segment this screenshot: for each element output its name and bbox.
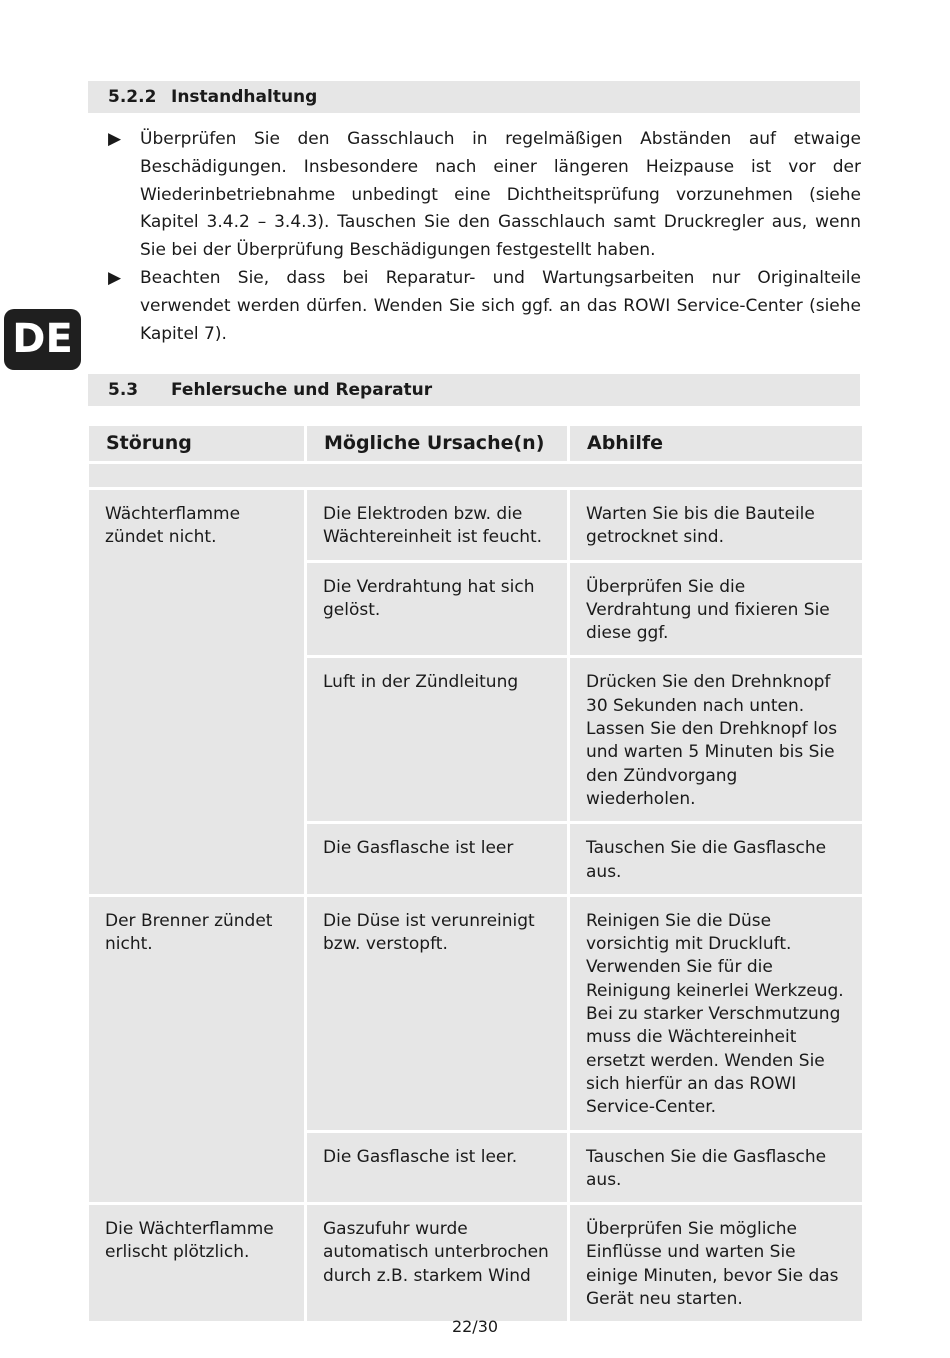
bullet-item	[108, 265, 861, 348]
remedy-cell: Überprüfen Sie die Verdrahtung und fixieren Sie diese ggf.	[570, 563, 862, 656]
header-cause: Mögliche Ursache(n)	[307, 426, 567, 461]
header-remedy: Abhilfe	[570, 426, 862, 461]
bullet-text: Überprüfen Sie den Gasschlauch in regelmäßigen Abständen auf etwaige Beschädigungen. Insbesondere nach einer längeren Heizpause ist vor der Wiederinbetriebnahme unbedingt eine Dichtheitsprüfung vorzunehmen (siehe Kapitel 3.4.2 – 3.4.3). Tauschen Sie den Gasschlauch samt Druckregler aus, wenn Sie bei der Überprüfung Beschädigungen festgestellt haben.	[140, 129, 861, 261]
remedy-cell: Drücken Sie den Drehnknopf 30 Sekunden nach unten. Lassen Sie den Drehknopf los und warten 5 Minuten bis Sie den Zündvorgang wiederholen.	[570, 658, 862, 821]
table-row	[89, 897, 862, 1130]
problem-cell: Die Wächterflamme erlischt plötzlich.	[89, 1205, 304, 1321]
troubleshooting-table	[86, 423, 865, 1324]
triangle-bullet-icon: ▶	[108, 129, 122, 149]
section-heading-5-2-2	[88, 81, 860, 113]
section-title: Instandhaltung	[171, 87, 318, 107]
cause-cell: Die Gasflasche ist leer	[307, 824, 567, 894]
page-number: 22/30	[451, 1317, 499, 1336]
table-header-row	[89, 426, 862, 461]
section-title: Fehlersuche und Reparatur	[171, 380, 433, 400]
cause-cell: Die Gasflasche ist leer.	[307, 1133, 567, 1203]
section-number: 5.3	[108, 380, 139, 400]
remedy-cell: Reinigen Sie die Düse vorsichtig mit Druckluft. Verwenden Sie für die Reinigung keinerlei Werkzeug. Bei zu starker Verschmutzung muss die Wächtereinheit ersetzt werden. Wenden Sie sich hierfür an das ROWI Service-Center.	[570, 897, 862, 1130]
cause-cell: Luft in der Zündleitung	[307, 658, 567, 821]
remedy-cell: Warten Sie bis die Bauteile getrocknet sind.	[570, 490, 862, 560]
section-heading-5-3	[88, 374, 860, 406]
problem-cell: Wächterflamme zündet nicht.	[89, 490, 304, 894]
bullet-item	[108, 126, 861, 265]
cause-cell: Die Düse ist verunreinigt bzw. verstopft.	[307, 897, 567, 1130]
table-row	[89, 490, 862, 560]
maintenance-bullet-list	[108, 126, 861, 348]
bullet-text: Beachten Sie, dass bei Reparatur- und Wartungsarbeiten nur Originalteile verwendet werden dürfen. Wenden Sie sich ggf. an das ROWI Service-Center (siehe Kapitel 7).	[140, 267, 861, 344]
remedy-cell: Überprüfen Sie mögliche Einflüsse und warten Sie einige Minuten, bevor Sie das Gerät neu starten.	[570, 1205, 862, 1321]
problem-cell: Der Brenner zündet nicht.	[89, 897, 304, 1202]
language-tab: DE	[4, 309, 81, 370]
cause-cell: Gaszufuhr wurde automatisch unterbrochen durch z.B. starkem Wind	[307, 1205, 567, 1321]
remedy-cell: Tauschen Sie die Gasflasche aus.	[570, 824, 862, 894]
section-number: 5.2.2	[108, 87, 157, 107]
remedy-cell: Tauschen Sie die Gasflasche aus.	[570, 1133, 862, 1203]
triangle-bullet-icon: ▶	[108, 267, 122, 288]
table-row	[89, 1205, 862, 1321]
header-problem: Störung	[89, 426, 304, 461]
cause-cell: Die Verdrahtung hat sich gelöst.	[307, 563, 567, 656]
cause-cell: Die Elektroden bzw. die Wächtereinheit ist feucht.	[307, 490, 567, 560]
